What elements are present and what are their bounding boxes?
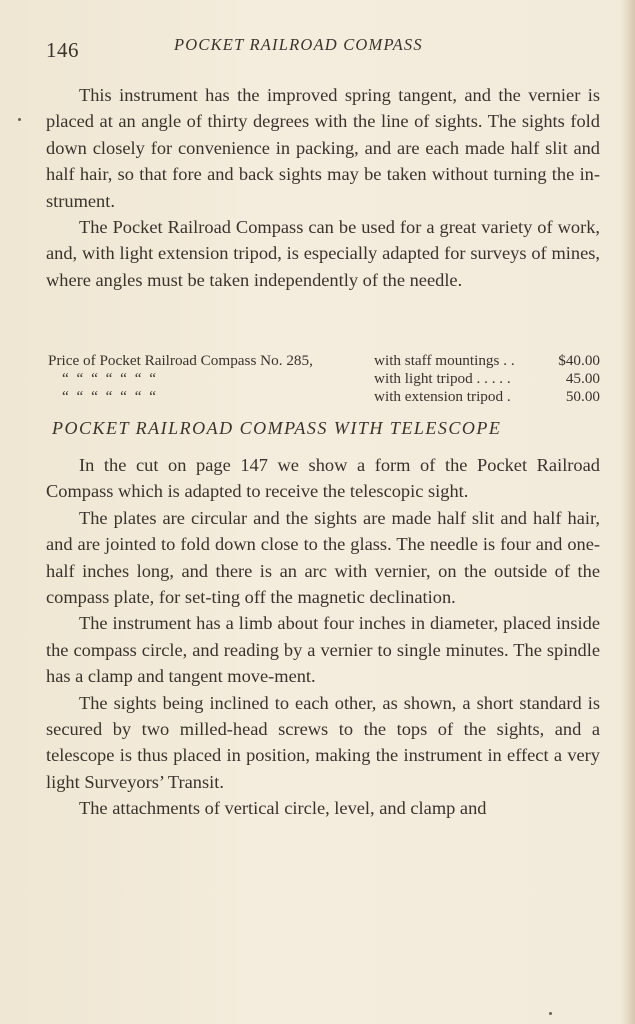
- ditto-marks: “ “ “ “ “ “ “: [62, 370, 158, 388]
- price-row: [48, 370, 602, 388]
- paragraph: The sights being inclined to each other, as shown, a short standard is secured by two milled-head screws to the tops of the sights, and a telescope is thus placed in position, making the instrument in effect a very light Surveyors’ Transit.: [46, 692, 600, 792]
- price-row-label: Price of Pocket Railroad Compass No. 285,: [48, 352, 313, 369]
- paper-speck: [18, 118, 21, 121]
- price-row-description: with staff mountings . .: [374, 352, 515, 369]
- page-edge-shadow: [621, 0, 635, 1024]
- paragraph: The instrument has a limb about four inches in diameter, placed inside the compass circle, and reading by a vernier to single minutes. The spindle has a clamp and tangent move-ment.: [46, 613, 600, 687]
- body-text-top: [46, 82, 600, 293]
- price-row-description: with extension tripod .: [374, 388, 511, 406]
- paragraph: In the cut on page 147 we show a form of the Pocket Railroad Compass which is adapted to receive the telescopic sight.: [46, 455, 600, 502]
- price-value: 50.00: [565, 388, 600, 406]
- paragraph: This instrument has the improved spring tangent, and the vernier is placed at an angle of thirty degrees with the line of sights. The sights fold down closely for convenience in packing, and are each made half slit and half hair, so that fore and back sights may be taken without turning the in-strument.: [46, 85, 600, 211]
- paper-speck: [549, 1012, 552, 1015]
- section-heading: POCKET RAILROAD COMPASS WITH TELESCOPE: [52, 418, 502, 438]
- price-row: [48, 352, 602, 370]
- ditto-marks: “ “ “ “ “ “ “: [62, 388, 158, 406]
- price-value: 45.00: [565, 370, 600, 388]
- price-list: [48, 352, 602, 407]
- page-number: 146: [46, 38, 79, 62]
- price-row-description: with light tripod . . . . .: [374, 370, 511, 388]
- paragraph: The plates are circular and the sights are made half slit and half hair, and are jointed to fold down close to the glass. The needle is four and one-half inches long, and there is an arc with vernier, on the outside of the compass plate, for set-ting off the magnetic declination.: [46, 507, 600, 608]
- price-value: $40.00: [558, 352, 600, 369]
- price-row: [48, 388, 602, 406]
- body-text-bottom: [46, 452, 600, 822]
- running-head-title: POCKET RAILROAD COMPASS: [174, 35, 423, 54]
- running-head: [46, 32, 602, 62]
- paragraph: The Pocket Railroad Compass can be used for a great variety of work, and, with light extension tripod, is especially adapted for surveys of mines, where angles must be taken independently of the needle.: [46, 217, 600, 290]
- paragraph: The attachments of vertical circle, level, and clamp and: [79, 798, 487, 819]
